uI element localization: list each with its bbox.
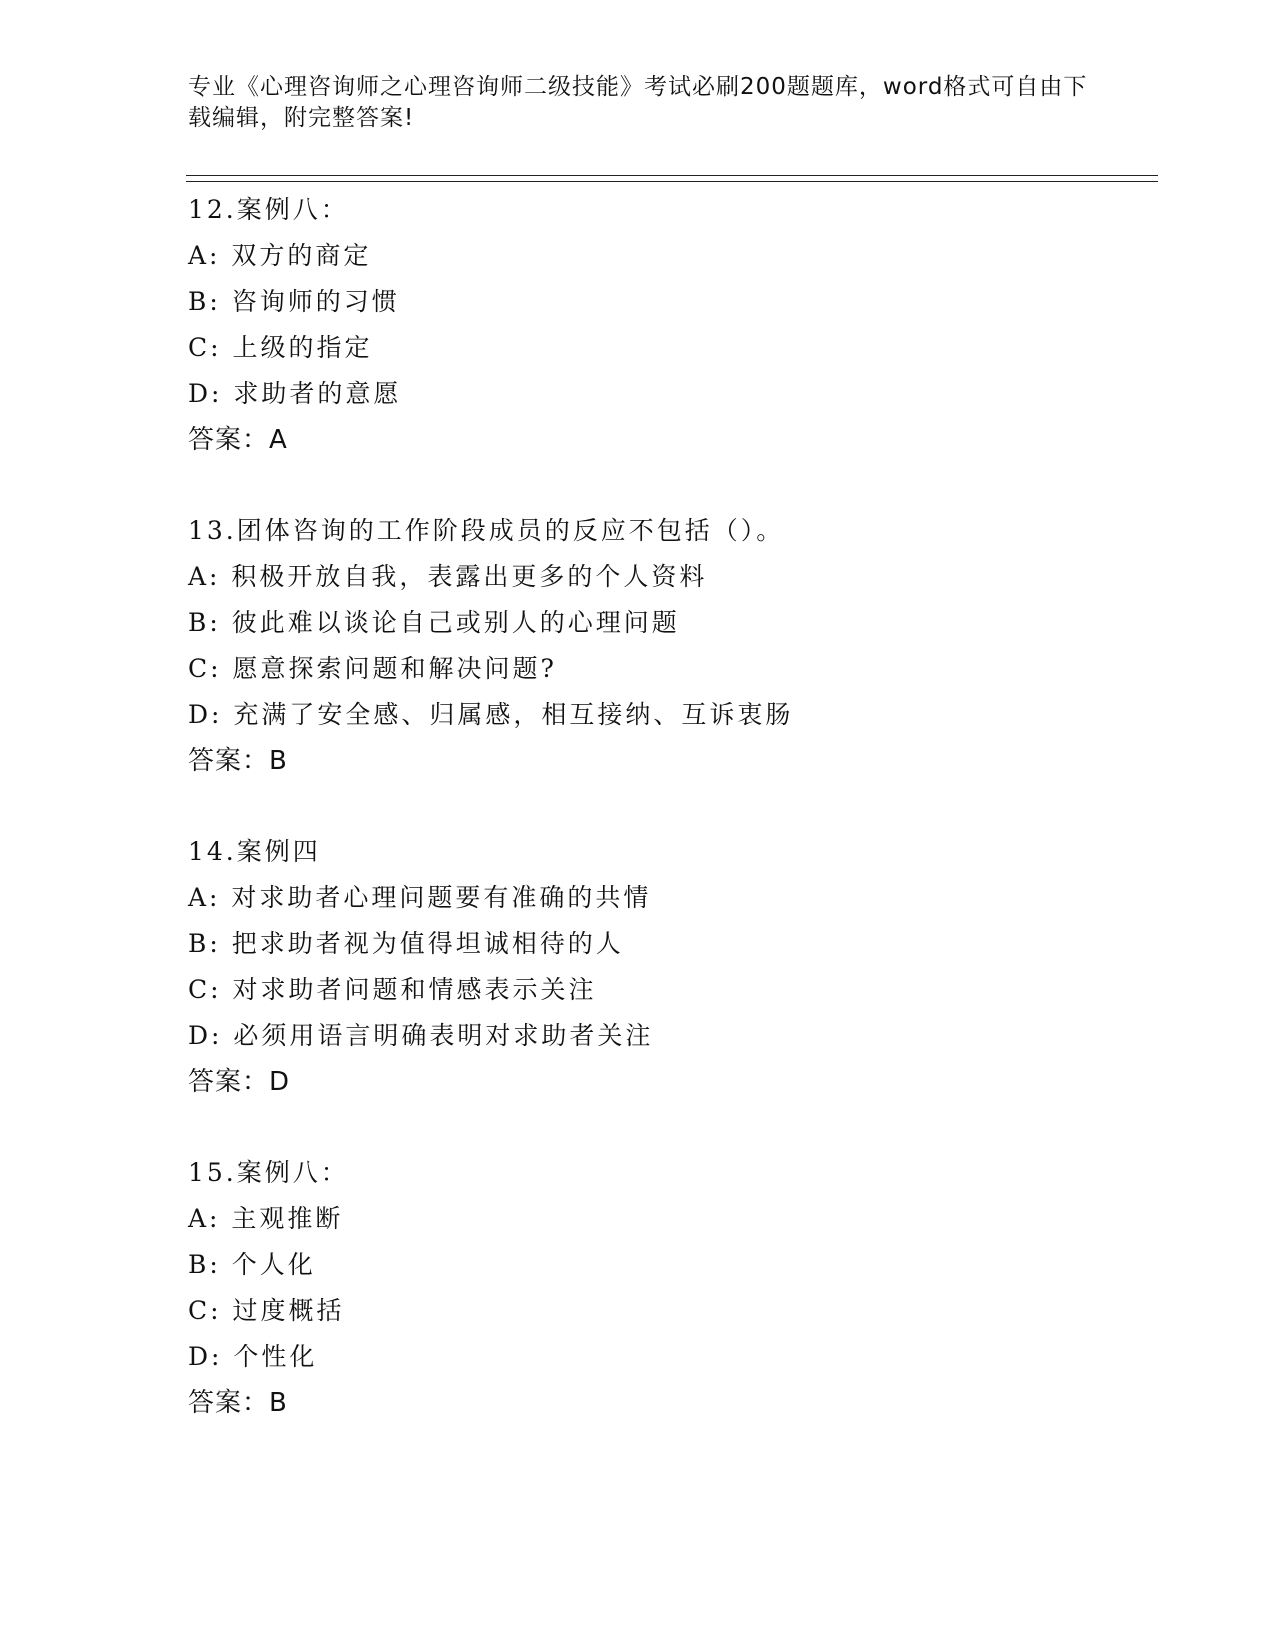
option-b: B: 把求助者视为值得坦诚相待的人 — [188, 929, 624, 958]
option-a: A: 积极开放自我，表露出更多的个人资料 — [188, 562, 708, 591]
answer: 答案：B — [188, 746, 288, 776]
answer: 答案：A — [188, 425, 288, 455]
option-c: C: 对求助者问题和情感表示关注 — [188, 975, 597, 1004]
question-stem: 13.团体咨询的工作阶段成员的反应不包括（）。 — [188, 516, 785, 545]
question-stem: 12.案例八： — [188, 195, 349, 224]
option-a: A: 双方的商定 — [188, 241, 372, 270]
option-b: B: 彼此难以谈论自己或别人的心理问题 — [188, 608, 680, 637]
option-a: A: 对求助者心理问题要有准确的共情 — [188, 883, 652, 912]
option-c: C: 愿意探索问题和解决问题? — [188, 654, 557, 683]
question-12 — [188, 187, 1148, 463]
header-divider-bottom — [186, 181, 1158, 182]
option-c: C: 上级的指定 — [188, 333, 373, 362]
option-d: D: 个性化 — [188, 1342, 318, 1371]
option-d: D: 必须用语言明确表明对求助者关注 — [188, 1021, 654, 1050]
option-d: D: 求助者的意愿 — [188, 379, 402, 408]
option-b: B: 咨询师的习惯 — [188, 287, 400, 316]
header-divider-top — [186, 175, 1158, 176]
question-15 — [188, 1150, 1148, 1426]
option-b: B: 个人化 — [188, 1250, 316, 1279]
option-d: D: 充满了安全感、归属感，相互接纳、互诉衷肠 — [188, 700, 794, 729]
question-list — [188, 187, 1148, 1471]
answer: 答案：B — [188, 1388, 288, 1418]
question-13 — [188, 508, 1148, 784]
document-header: 专业《心理咨询师之心理咨询师二级技能》考试必刷200题题库，word格式可自由下载编辑，附完整答案! — [188, 74, 1088, 131]
answer: 答案：D — [188, 1067, 291, 1097]
question-stem: 15.案例八： — [188, 1158, 349, 1187]
option-c: C: 过度概括 — [188, 1296, 345, 1325]
option-a: A: 主观推断 — [188, 1204, 344, 1233]
question-14 — [188, 829, 1148, 1105]
question-stem: 14.案例四 — [188, 837, 321, 866]
